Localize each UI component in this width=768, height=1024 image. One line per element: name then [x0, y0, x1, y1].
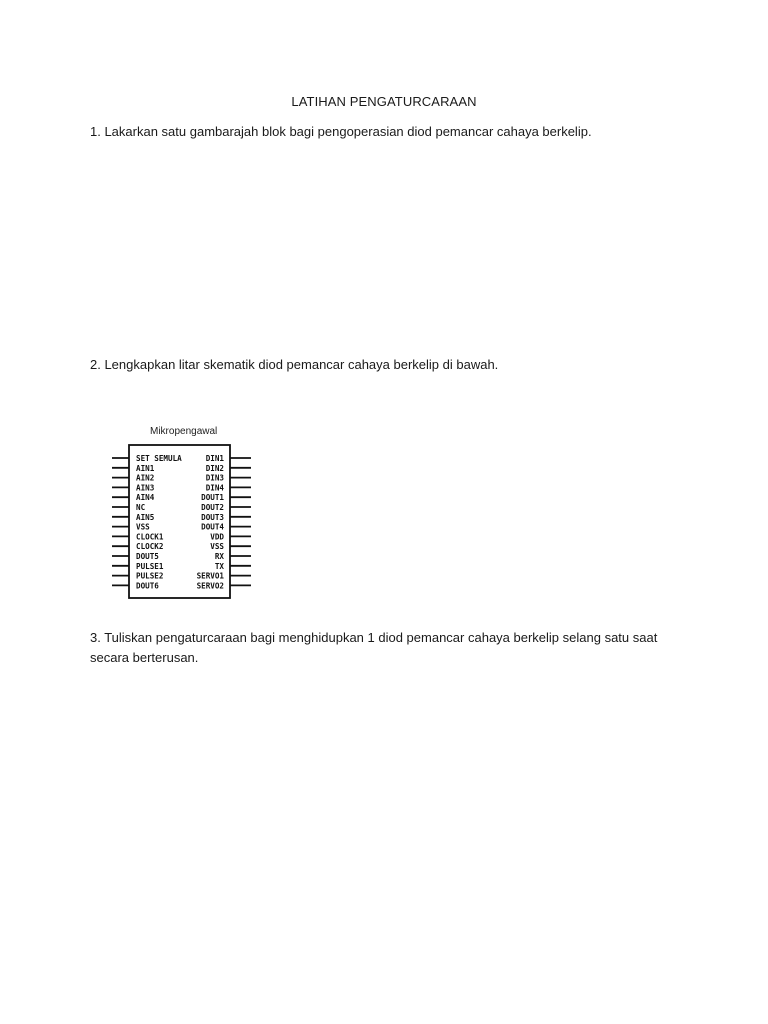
- left-pin-label: AIN3: [136, 483, 155, 493]
- left-pin-label: AIN2: [136, 473, 155, 483]
- right-pin-label: DIN3: [205, 473, 224, 483]
- question-1: 1. Lakarkan satu gambarajah blok bagi pengoperasian diod pemancar cahaya berkelip.: [90, 124, 592, 139]
- left-pin-label: SET SEMULA: [136, 454, 182, 463]
- microcontroller-svg: [110, 420, 256, 612]
- right-pin-label: SERVO1: [196, 571, 224, 581]
- left-pin-label: CLOCK2: [136, 542, 164, 552]
- left-pin-label: DOUT5: [136, 552, 159, 561]
- right-pin-label: DOUT3: [201, 512, 224, 522]
- document-title: LATIHAN PENGATURCARAAN: [291, 94, 477, 109]
- left-pin-label: NC: [136, 503, 146, 512]
- left-pin-label: CLOCK1: [136, 532, 164, 542]
- right-pin-label: DIN4: [205, 483, 224, 493]
- left-pin-label: PULSE2: [136, 571, 164, 581]
- right-pin-label: DIN1: [205, 454, 224, 463]
- right-pin-label: DOUT2: [201, 503, 224, 512]
- microcontroller-label: Mikropengawal: [150, 426, 218, 437]
- left-pin-label: AIN5: [136, 512, 155, 522]
- question-3: 3. Tuliskan pengaturcaraan bagi menghidupkan 1 diod pemancar cahaya berkelip selang satu saat secara berterusan.: [90, 630, 658, 665]
- right-pin-label: RX: [214, 552, 224, 561]
- right-pin-label: SERVO2: [196, 581, 224, 591]
- left-pin-label: VSS: [136, 522, 150, 532]
- right-pin-label: VSS: [210, 542, 224, 552]
- left-pin-label: PULSE1: [136, 561, 164, 571]
- right-pin-label: DOUT4: [201, 522, 224, 532]
- right-pin-label: TX: [214, 561, 224, 571]
- right-pin-label: VDD: [210, 532, 224, 542]
- microcontroller-diagram: [110, 420, 256, 612]
- left-pin-label: AIN4: [136, 493, 155, 503]
- left-pin-label: AIN1: [136, 463, 155, 473]
- question-2: 2. Lengkapkan litar skematik diod pemancar cahaya berkelip di bawah.: [90, 357, 499, 372]
- right-pin-label: DIN2: [205, 463, 224, 473]
- right-pin-label: DOUT1: [201, 493, 224, 503]
- left-pin-label: DOUT6: [136, 581, 159, 591]
